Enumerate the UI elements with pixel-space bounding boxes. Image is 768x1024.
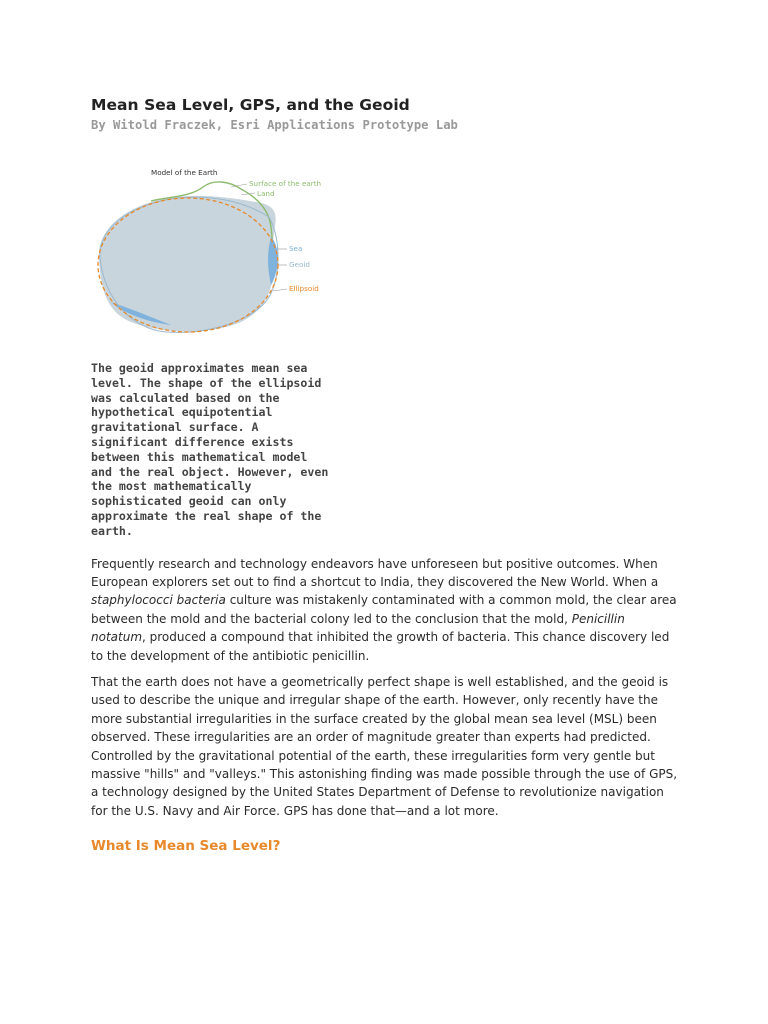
figure-caption: The geoid approximates mean sea level. The shape of the ellipsoid was calculated based on the hypothetical equipotential gravitational surface. A significant difference exists between this mathematical model and the real object. However, even the most mathematically sophisticated geoid can only approximate the real shape of the earth.	[91, 361, 329, 538]
label-sea: Sea	[289, 244, 303, 253]
paragraph-2: That the earth does not have a geometrically perfect shape is well established, and the geoid is used to describe the unique and irregular shape of the earth. However, only recently have the more substantial irregularities in the surface created by the global mean sea level (MSL) been observed. These irregularities are an order of magnitude greater than experts had predicted. Controlled by the gravitational potential of the earth, these irregularities form very gentle but massive "hills" and "valleys." This astonishing finding was made possible through the use of GPS, a technology designed by the United States Department of Defense to revolutionize navigation for the U.S. Navy and Air Force. GPS has done that—and a lot more.	[91, 675, 678, 818]
label-geoid: Geoid	[289, 260, 310, 269]
earth-model-diagram	[91, 157, 331, 347]
earth-model-figure	[91, 157, 331, 347]
figure-title: Model of the Earth	[151, 168, 218, 177]
paragraph-1-text-e: , produced a compound that inhibited the growth of bacteria. This chance discovery led to the development of the antibiotic penicillin.	[91, 630, 670, 663]
article	[91, 94, 691, 855]
paragraph-1-italic-penicillin: Penicillin notatum	[91, 611, 625, 645]
label-ellipsoid: Ellipsoid	[289, 284, 319, 293]
label-land: Land	[257, 189, 275, 198]
article-title: Mean Sea Level, GPS, and the Geoid	[91, 96, 410, 114]
article-byline: By Witold Fraczek, Esri Applications Prototype Lab	[91, 118, 458, 132]
label-surface: Surface of the earth	[249, 179, 322, 188]
paragraph-1	[91, 555, 681, 665]
section-heading: What Is Mean Sea Level?	[91, 838, 281, 855]
paragraph-1-text-a: Frequently research and technology endeavors have unforeseen but positive outcomes. When European explorers set out to find a shortcut to India, they discovered the New World. When a	[91, 556, 659, 589]
paragraph-1-italic-bacteria: staphylococci bacteria	[91, 593, 226, 608]
paragraph-1-text-c: culture was mistakenly contaminated with a common mold, the clear area between the mold and the bacterial colony led to the conclusion that the mold,	[91, 593, 677, 626]
